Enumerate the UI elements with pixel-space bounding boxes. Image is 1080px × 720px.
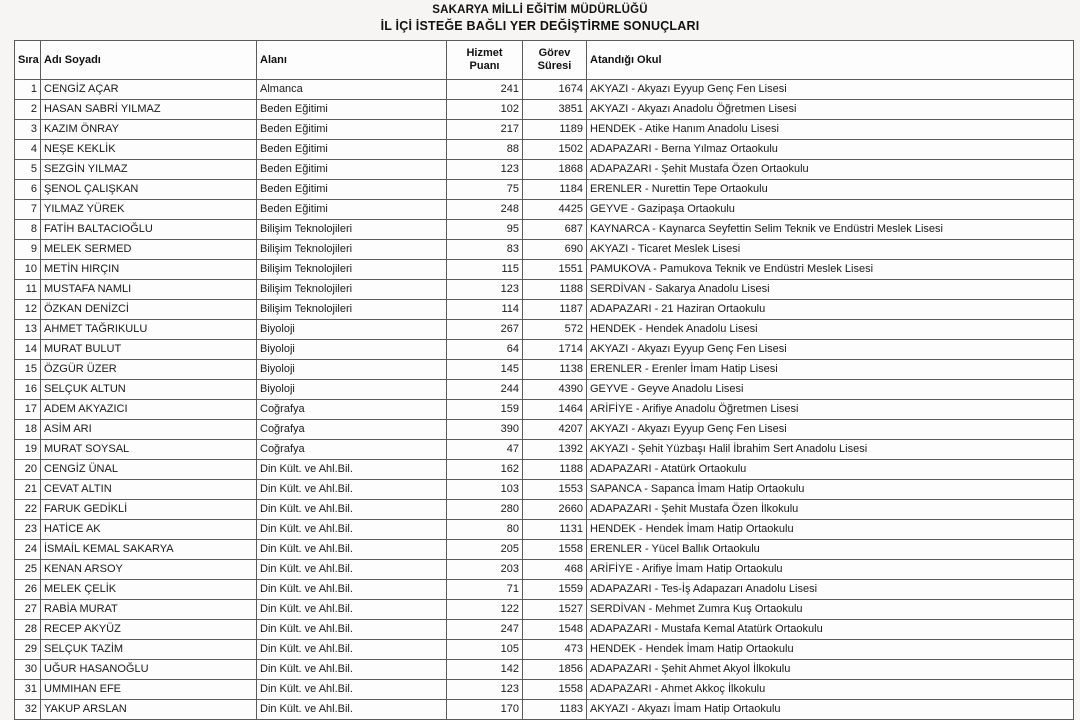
results-table-head [15, 41, 1074, 80]
cell-alan: Coğrafya [257, 420, 447, 440]
cell-hizmet-puani: 280 [447, 500, 523, 520]
cell-hizmet-puani: 47 [447, 440, 523, 460]
cell-ad-soyad: ÖZKAN DENİZCİ [41, 300, 257, 320]
cell-gorev-suresi: 1714 [523, 340, 587, 360]
column-header-atandigi-okul: Atandığı Okul [587, 41, 1074, 80]
cell-ad-soyad: HASAN SABRİ YILMAZ [41, 100, 257, 120]
table-row [15, 140, 1074, 160]
results-table-container [14, 40, 1073, 720]
cell-atandigi-okul: ADAPAZARI - Şehit Mustafa Özen İlkokulu [587, 500, 1074, 520]
cell-hizmet-puani: 95 [447, 220, 523, 240]
cell-gorev-suresi: 690 [523, 240, 587, 260]
cell-alan: Din Kült. ve Ahl.Bil. [257, 500, 447, 520]
cell-gorev-suresi: 1502 [523, 140, 587, 160]
cell-ad-soyad: AHMET TAĞRIKULU [41, 320, 257, 340]
table-row [15, 660, 1074, 680]
cell-hizmet-puani: 248 [447, 200, 523, 220]
cell-atandigi-okul: PAMUKOVA - Pamukova Teknik ve Endüstri Meslek Lisesi [587, 260, 1074, 280]
cell-gorev-suresi: 1138 [523, 360, 587, 380]
cell-sira: 11 [15, 280, 41, 300]
table-row [15, 500, 1074, 520]
cell-gorev-suresi: 468 [523, 560, 587, 580]
cell-ad-soyad: MURAT SOYSAL [41, 440, 257, 460]
cell-gorev-suresi: 1184 [523, 180, 587, 200]
cell-ad-soyad: MELEK ÇELİK [41, 580, 257, 600]
cell-alan: Din Kült. ve Ahl.Bil. [257, 700, 447, 720]
cell-sira: 7 [15, 200, 41, 220]
cell-sira: 1 [15, 80, 41, 100]
cell-hizmet-puani: 267 [447, 320, 523, 340]
cell-atandigi-okul: ERENLER - Erenler İmam Hatip Lisesi [587, 360, 1074, 380]
cell-hizmet-puani: 64 [447, 340, 523, 360]
cell-sira: 28 [15, 620, 41, 640]
cell-sira: 24 [15, 540, 41, 560]
cell-alan: Coğrafya [257, 440, 447, 460]
table-row [15, 580, 1074, 600]
cell-alan: Coğrafya [257, 400, 447, 420]
cell-ad-soyad: NEŞE KEKLİK [41, 140, 257, 160]
document-title-secondary: İL İÇİ İSTEĞE BAĞLI YER DEĞİŞTİRME SONUÇLARI [380, 19, 700, 33]
cell-sira: 13 [15, 320, 41, 340]
table-row [15, 540, 1074, 560]
cell-ad-soyad: YAKUP ARSLAN [41, 700, 257, 720]
cell-hizmet-puani: 203 [447, 560, 523, 580]
cell-gorev-suresi: 1559 [523, 580, 587, 600]
cell-gorev-suresi: 473 [523, 640, 587, 660]
cell-hizmet-puani: 170 [447, 700, 523, 720]
cell-sira: 2 [15, 100, 41, 120]
cell-alan: Din Kült. ve Ahl.Bil. [257, 660, 447, 680]
cell-alan: Din Kült. ve Ahl.Bil. [257, 560, 447, 580]
table-row [15, 380, 1074, 400]
cell-alan: Din Kült. ve Ahl.Bil. [257, 640, 447, 660]
cell-sira: 32 [15, 700, 41, 720]
cell-atandigi-okul: ADAPAZARI - Tes-İş Adapazarı Anadolu Lisesi [587, 580, 1074, 600]
cell-atandigi-okul: SERDİVAN - Sakarya Anadolu Lisesi [587, 280, 1074, 300]
cell-alan: Biyoloji [257, 380, 447, 400]
cell-sira: 18 [15, 420, 41, 440]
cell-gorev-suresi: 4390 [523, 380, 587, 400]
cell-ad-soyad: SELÇUK TAZİM [41, 640, 257, 660]
cell-gorev-suresi: 1558 [523, 540, 587, 560]
cell-hizmet-puani: 75 [447, 180, 523, 200]
cell-atandigi-okul: ARİFİYE - Arifiye İmam Hatip Ortaokulu [587, 560, 1074, 580]
cell-sira: 6 [15, 180, 41, 200]
column-header-hizmet-line1: Hizmet [466, 47, 503, 59]
cell-atandigi-okul: GEYVE - Gazipaşa Ortaokulu [587, 200, 1074, 220]
cell-ad-soyad: MURAT BULUT [41, 340, 257, 360]
cell-alan: Din Kült. ve Ahl.Bil. [257, 580, 447, 600]
cell-ad-soyad: MUSTAFA NAMLI [41, 280, 257, 300]
table-row [15, 460, 1074, 480]
cell-gorev-suresi: 1188 [523, 280, 587, 300]
cell-alan: Biyoloji [257, 340, 447, 360]
cell-hizmet-puani: 114 [447, 300, 523, 320]
cell-alan: Bilişim Teknolojileri [257, 260, 447, 280]
cell-ad-soyad: YILMAZ YÜREK [41, 200, 257, 220]
table-row [15, 160, 1074, 180]
cell-atandigi-okul: AKYAZI - Akyazı Eyyup Genç Fen Lisesi [587, 80, 1074, 100]
column-header-hizmet-puani [447, 41, 523, 80]
cell-ad-soyad: ÖZGÜR ÜZER [41, 360, 257, 380]
cell-alan: Din Kült. ve Ahl.Bil. [257, 540, 447, 560]
document-header [0, 0, 1080, 35]
cell-alan: Beden Eğitimi [257, 180, 447, 200]
cell-atandigi-okul: AKYAZI - Akyazı Anadolu Öğretmen Lisesi [587, 100, 1074, 120]
cell-gorev-suresi: 687 [523, 220, 587, 240]
table-row [15, 680, 1074, 700]
cell-ad-soyad: CENGİZ ÜNAL [41, 460, 257, 480]
results-table [14, 40, 1074, 720]
cell-sira: 9 [15, 240, 41, 260]
table-row [15, 240, 1074, 260]
cell-sira: 3 [15, 120, 41, 140]
cell-alan: Din Kült. ve Ahl.Bil. [257, 480, 447, 500]
cell-alan: Din Kült. ve Ahl.Bil. [257, 600, 447, 620]
cell-gorev-suresi: 1188 [523, 460, 587, 480]
cell-gorev-suresi: 572 [523, 320, 587, 340]
cell-ad-soyad: METİN HIRÇIN [41, 260, 257, 280]
table-row [15, 280, 1074, 300]
cell-hizmet-puani: 217 [447, 120, 523, 140]
table-header-row [15, 41, 1074, 80]
cell-alan: Din Kült. ve Ahl.Bil. [257, 680, 447, 700]
cell-hizmet-puani: 102 [447, 100, 523, 120]
cell-sira: 22 [15, 500, 41, 520]
cell-atandigi-okul: ADAPAZARI - Şehit Mustafa Özen Ortaokulu [587, 160, 1074, 180]
cell-alan: Biyoloji [257, 320, 447, 340]
column-header-gorev-line2: Süresi [537, 60, 572, 72]
table-row [15, 300, 1074, 320]
cell-alan: Din Kült. ve Ahl.Bil. [257, 620, 447, 640]
cell-sira: 25 [15, 560, 41, 580]
cell-atandigi-okul: HENDEK - Hendek İmam Hatip Ortaokulu [587, 520, 1074, 540]
cell-ad-soyad: CEVAT ALTIN [41, 480, 257, 500]
cell-atandigi-okul: ADAPAZARI - Berna Yılmaz Ortaokulu [587, 140, 1074, 160]
cell-atandigi-okul: SERDİVAN - Mehmet Zumra Kuş Ortaokulu [587, 600, 1074, 620]
cell-sira: 23 [15, 520, 41, 540]
cell-hizmet-puani: 105 [447, 640, 523, 660]
cell-atandigi-okul: HENDEK - Atike Hanım Anadolu Lisesi [587, 120, 1074, 140]
table-row [15, 200, 1074, 220]
cell-hizmet-puani: 244 [447, 380, 523, 400]
cell-sira: 10 [15, 260, 41, 280]
cell-gorev-suresi: 1183 [523, 700, 587, 720]
results-table-body [15, 80, 1074, 720]
cell-hizmet-puani: 205 [447, 540, 523, 560]
cell-hizmet-puani: 123 [447, 680, 523, 700]
table-row [15, 220, 1074, 240]
cell-hizmet-puani: 88 [447, 140, 523, 160]
column-header-alan: Alanı [257, 41, 447, 80]
cell-atandigi-okul: AKYAZI - Akyazı Eyyup Genç Fen Lisesi [587, 340, 1074, 360]
cell-gorev-suresi: 1551 [523, 260, 587, 280]
cell-hizmet-puani: 80 [447, 520, 523, 540]
cell-gorev-suresi: 1553 [523, 480, 587, 500]
cell-alan: Beden Eğitimi [257, 100, 447, 120]
cell-sira: 17 [15, 400, 41, 420]
cell-gorev-suresi: 1674 [523, 80, 587, 100]
cell-ad-soyad: KENAN ARSOY [41, 560, 257, 580]
table-row [15, 100, 1074, 120]
cell-ad-soyad: FATİH BALTACIOĞLU [41, 220, 257, 240]
cell-hizmet-puani: 123 [447, 280, 523, 300]
table-row [15, 440, 1074, 460]
cell-hizmet-puani: 247 [447, 620, 523, 640]
cell-atandigi-okul: ADAPAZARI - 21 Haziran Ortaokulu [587, 300, 1074, 320]
cell-gorev-suresi: 1131 [523, 520, 587, 540]
cell-ad-soyad: RECEP AKYÜZ [41, 620, 257, 640]
cell-ad-soyad: RABİA MURAT [41, 600, 257, 620]
cell-hizmet-puani: 71 [447, 580, 523, 600]
cell-sira: 26 [15, 580, 41, 600]
table-row [15, 640, 1074, 660]
cell-gorev-suresi: 1548 [523, 620, 587, 640]
cell-gorev-suresi: 1558 [523, 680, 587, 700]
column-header-ad-soyad: Adı Soyadı [41, 41, 257, 80]
cell-alan: Bilişim Teknolojileri [257, 240, 447, 260]
cell-sira: 5 [15, 160, 41, 180]
cell-alan: Beden Eğitimi [257, 140, 447, 160]
cell-sira: 16 [15, 380, 41, 400]
cell-sira: 21 [15, 480, 41, 500]
cell-hizmet-puani: 390 [447, 420, 523, 440]
cell-atandigi-okul: AKYAZI - Şehit Yüzbaşı Halil İbrahim Sert Anadolu Lisesi [587, 440, 1074, 460]
cell-alan: Almanca [257, 80, 447, 100]
cell-alan: Bilişim Teknolojileri [257, 300, 447, 320]
cell-atandigi-okul: ERENLER - Nurettin Tepe Ortaokulu [587, 180, 1074, 200]
cell-atandigi-okul: HENDEK - Hendek Anadolu Lisesi [587, 320, 1074, 340]
document-title-primary: SAKARYA MİLLİ EĞİTİM MÜDÜRLÜĞÜ [432, 4, 648, 16]
cell-ad-soyad: ŞENOL ÇALIŞKAN [41, 180, 257, 200]
cell-alan: Beden Eğitimi [257, 160, 447, 180]
table-row [15, 560, 1074, 580]
cell-alan: Bilişim Teknolojileri [257, 220, 447, 240]
cell-atandigi-okul: SAPANCA - Sapanca İmam Hatip Ortaokulu [587, 480, 1074, 500]
cell-atandigi-okul: ARİFİYE - Arifiye Anadolu Öğretmen Lisesi [587, 400, 1074, 420]
table-row [15, 360, 1074, 380]
cell-hizmet-puani: 122 [447, 600, 523, 620]
cell-hizmet-puani: 159 [447, 400, 523, 420]
column-header-sira: Sıra [15, 41, 41, 80]
cell-sira: 31 [15, 680, 41, 700]
table-row [15, 600, 1074, 620]
column-header-gorev-suresi [523, 41, 587, 80]
table-row [15, 480, 1074, 500]
cell-atandigi-okul: ADAPAZARI - Atatürk Ortaokulu [587, 460, 1074, 480]
cell-gorev-suresi: 3851 [523, 100, 587, 120]
cell-atandigi-okul: AKYAZI - Akyazı Eyyup Genç Fen Lisesi [587, 420, 1074, 440]
cell-hizmet-puani: 241 [447, 80, 523, 100]
cell-gorev-suresi: 2660 [523, 500, 587, 520]
cell-ad-soyad: UMMIHAN EFE [41, 680, 257, 700]
table-row [15, 260, 1074, 280]
cell-gorev-suresi: 1464 [523, 400, 587, 420]
cell-gorev-suresi: 1392 [523, 440, 587, 460]
cell-ad-soyad: KAZIM ÖNRAY [41, 120, 257, 140]
cell-hizmet-puani: 123 [447, 160, 523, 180]
cell-sira: 20 [15, 460, 41, 480]
table-row [15, 80, 1074, 100]
cell-atandigi-okul: ADAPAZARI - Ahmet Akkoç İlkokulu [587, 680, 1074, 700]
cell-alan: Beden Eğitimi [257, 120, 447, 140]
column-header-gorev-line1: Görev [538, 47, 571, 59]
cell-ad-soyad: İSMAİL KEMAL SAKARYA [41, 540, 257, 560]
cell-gorev-suresi: 1856 [523, 660, 587, 680]
cell-hizmet-puani: 115 [447, 260, 523, 280]
cell-alan: Bilişim Teknolojileri [257, 280, 447, 300]
table-row [15, 420, 1074, 440]
column-header-hizmet-line2: Puanı [469, 60, 500, 72]
cell-ad-soyad: SEZGİN YILMAZ [41, 160, 257, 180]
cell-hizmet-puani: 103 [447, 480, 523, 500]
table-row [15, 620, 1074, 640]
cell-sira: 14 [15, 340, 41, 360]
cell-ad-soyad: CENGİZ AÇAR [41, 80, 257, 100]
cell-alan: Din Kült. ve Ahl.Bil. [257, 460, 447, 480]
cell-atandigi-okul: ADAPAZARI - Mustafa Kemal Atatürk Ortaokulu [587, 620, 1074, 640]
cell-ad-soyad: SELÇUK ALTUN [41, 380, 257, 400]
table-row [15, 340, 1074, 360]
cell-sira: 4 [15, 140, 41, 160]
cell-ad-soyad: ASİM ARI [41, 420, 257, 440]
table-row [15, 400, 1074, 420]
cell-gorev-suresi: 1527 [523, 600, 587, 620]
table-row [15, 180, 1074, 200]
cell-atandigi-okul: AKYAZI - Akyazı İmam Hatip Ortaokulu [587, 700, 1074, 720]
cell-sira: 27 [15, 600, 41, 620]
cell-atandigi-okul: KAYNARCA - Kaynarca Seyfettin Selim Teknik ve Endüstri Meslek Lisesi [587, 220, 1074, 240]
cell-sira: 19 [15, 440, 41, 460]
cell-gorev-suresi: 1187 [523, 300, 587, 320]
cell-atandigi-okul: AKYAZI - Ticaret Meslek Lisesi [587, 240, 1074, 260]
cell-sira: 30 [15, 660, 41, 680]
cell-hizmet-puani: 162 [447, 460, 523, 480]
cell-atandigi-okul: HENDEK - Hendek İmam Hatip Ortaokulu [587, 640, 1074, 660]
cell-gorev-suresi: 4207 [523, 420, 587, 440]
cell-hizmet-puani: 142 [447, 660, 523, 680]
cell-sira: 8 [15, 220, 41, 240]
cell-alan: Biyoloji [257, 360, 447, 380]
cell-ad-soyad: HATİCE AK [41, 520, 257, 540]
cell-ad-soyad: MELEK SERMED [41, 240, 257, 260]
cell-gorev-suresi: 4425 [523, 200, 587, 220]
cell-ad-soyad: UĞUR HASANOĞLU [41, 660, 257, 680]
cell-sira: 15 [15, 360, 41, 380]
cell-hizmet-puani: 145 [447, 360, 523, 380]
cell-sira: 29 [15, 640, 41, 660]
cell-atandigi-okul: GEYVE - Geyve Anadolu Lisesi [587, 380, 1074, 400]
cell-gorev-suresi: 1189 [523, 120, 587, 140]
cell-sira: 12 [15, 300, 41, 320]
cell-atandigi-okul: ERENLER - Yücel Ballık Ortaokulu [587, 540, 1074, 560]
table-row [15, 120, 1074, 140]
cell-atandigi-okul: ADAPAZARI - Şehit Ahmet Akyol İlkokulu [587, 660, 1074, 680]
table-row [15, 320, 1074, 340]
cell-ad-soyad: ADEM AKYAZICI [41, 400, 257, 420]
table-row [15, 520, 1074, 540]
cell-alan: Beden Eğitimi [257, 200, 447, 220]
cell-ad-soyad: FARUK GEDİKLİ [41, 500, 257, 520]
cell-alan: Din Kült. ve Ahl.Bil. [257, 520, 447, 540]
cell-gorev-suresi: 1868 [523, 160, 587, 180]
cell-hizmet-puani: 83 [447, 240, 523, 260]
